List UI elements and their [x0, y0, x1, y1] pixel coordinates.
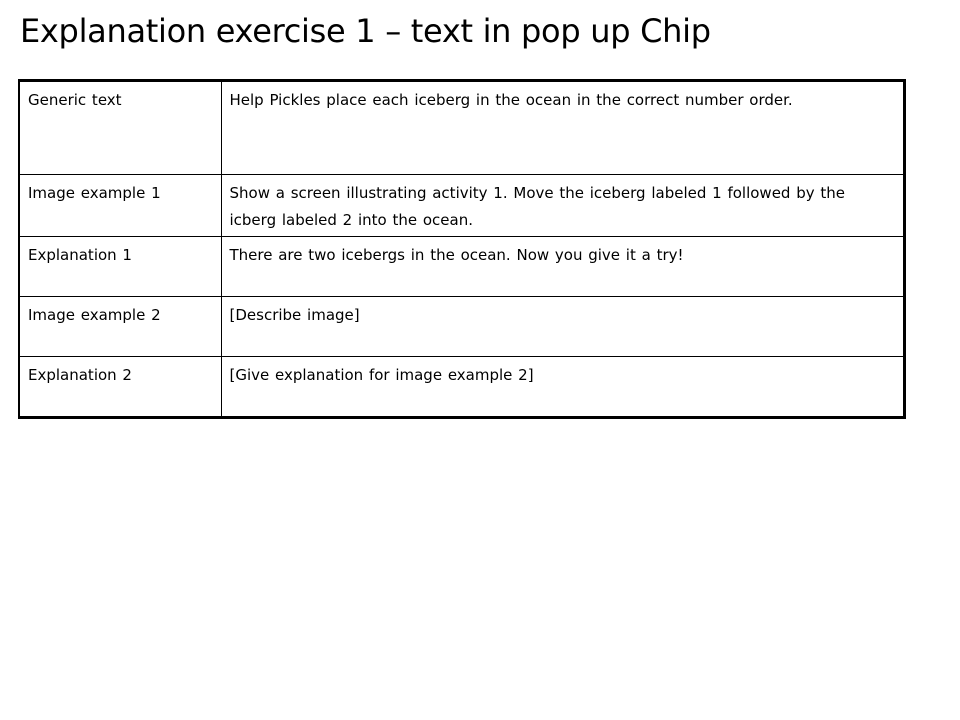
row-label-explanation-1: Explanation 1 [19, 237, 221, 297]
row-value-explanation-1: There are two icebergs in the ocean. Now you give it a try! [221, 237, 905, 297]
slide-title: Explanation exercise 1 – text in pop up Chip [20, 12, 711, 50]
table-row [19, 237, 905, 297]
row-label-image-example-2: Image example 2 [19, 297, 221, 357]
row-value-image-example-2: [Describe image] [221, 297, 905, 357]
row-label-image-example-1: Image example 1 [19, 175, 221, 237]
row-value-explanation-2: [Give explanation for image example 2] [221, 357, 905, 418]
row-value-image-example-1: Show a screen illustrating activity 1. Move the iceberg labeled 1 followed by the icberg labeled 2 into the ocean. [221, 175, 905, 237]
row-label-explanation-2: Explanation 2 [19, 357, 221, 418]
table-row [19, 357, 905, 418]
table-row [19, 175, 905, 237]
row-value-generic-text: Help Pickles place each iceberg in the ocean in the correct number order. [221, 81, 905, 175]
explanation-table [18, 79, 906, 419]
table-row [19, 297, 905, 357]
table-row [19, 81, 905, 175]
row-label-generic-text: Generic text [19, 81, 221, 175]
